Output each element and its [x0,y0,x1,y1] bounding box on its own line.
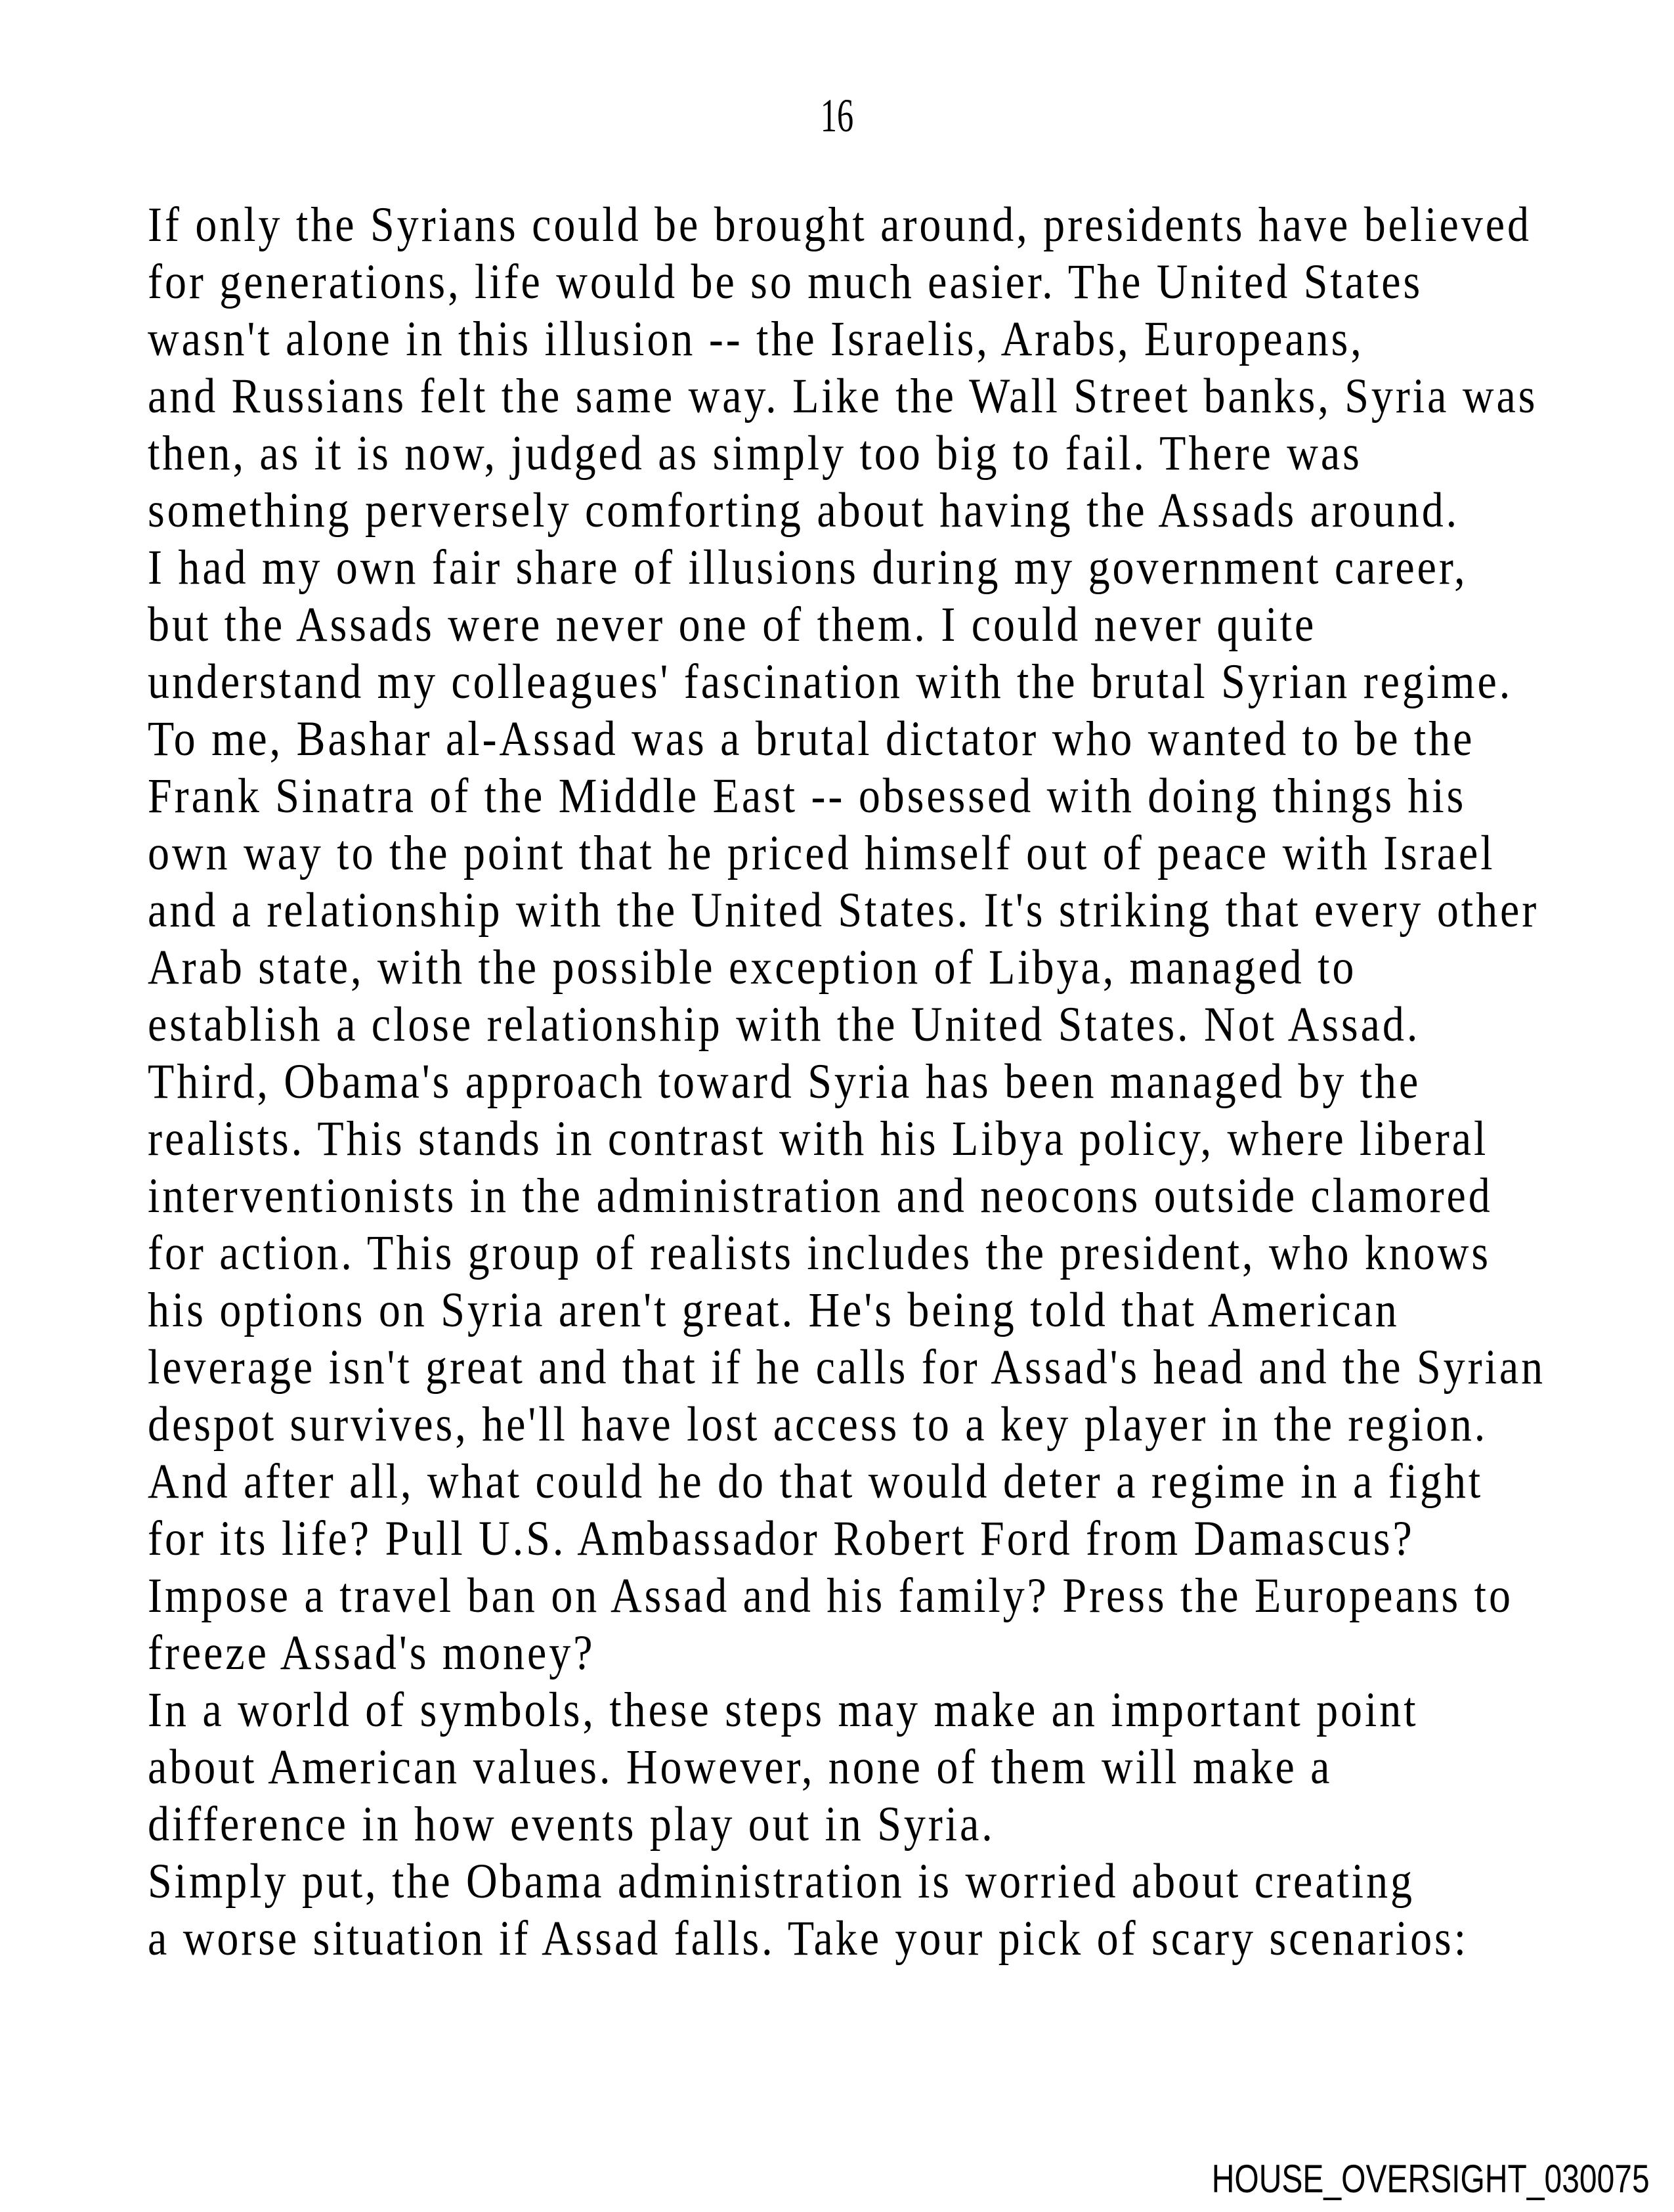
text-line: for generations, life would be so much easier. The United States [148,255,1423,309]
text-line: To me, Bashar al-Assad was a brutal dictator who wanted to be the [148,712,1475,766]
text-line: something perversely comforting about having the Assads around. [148,483,1460,538]
text-line: Frank Sinatra of the Middle East -- obsessed with doing things his [148,769,1467,823]
text-line: Simply put, the Obama administration is worried about creating [148,1854,1415,1909]
bates-stamp-text: HOUSE_OVERSIGHT_030075 [1212,2157,1650,2201]
text-line: difference in how events play out in Syria. [148,1797,995,1852]
text-line: I had my own fair share of illusions during my government career, [148,540,1468,595]
text-line: and Russians felt the same way. Like the Wall Street banks, Syria was [148,369,1538,423]
text-line: freeze Assad's money? [148,1626,595,1680]
text-line: Arab state, with the possible exception of Libya, managed to [148,940,1357,995]
text-line: If only the Syrians could be brought around, presidents have believed [148,198,1532,252]
text-line: despot survives, he'll have lost access to a key player in the region. [148,1397,1488,1452]
page-body [148,196,1546,1967]
text-line: Third, Obama's approach toward Syria has been managed by the [148,1054,1421,1109]
bates-stamp [1102,2159,1650,2199]
text-line: and a relationship with the United States. It's striking that every other [148,883,1539,938]
text-line: Impose a travel ban on Assad and his family? Press the Europeans to [148,1569,1513,1623]
text-line: leverage isn't great and that if he calls for Assad's head and the Syrian [148,1340,1546,1395]
text-line: wasn't alone in this illusion -- the Israelis, Arabs, Europeans, [148,312,1364,366]
text-line: establish a close relationship with the United States. Not Assad. [148,997,1421,1052]
text-line: his options on Syria aren't great. He's being told that American [148,1283,1400,1337]
page-number: 16 [820,89,854,142]
text-line: interventionists in the administration and neocons outside clamored [148,1169,1493,1223]
text-line: a worse situation if Assad falls. Take your pick of scary scenarios: [148,1911,1469,1966]
text-line: for its life? Pull U.S. Ambassador Robert Ford from Damascus? [148,1511,1415,1566]
text-line: In a world of symbols, these steps may make an important point [148,1683,1419,1737]
text-line: realists. This stands in contrast with his Libya policy, where liberal [148,1112,1489,1166]
text-line: own way to the point that he priced himself out of peace with Israel [148,826,1495,880]
text-line: about American values. However, none of them will make a [148,1740,1333,1794]
text-line: And after all, what could he do that would deter a regime in a fight [148,1454,1484,1509]
text-line: but the Assads were never one of them. I could never quite [148,597,1317,652]
text-line: understand my colleagues' fascination with the brutal Syrian regime. [148,655,1513,709]
text-line: then, as it is now, judged as simply too big to fail. There was [148,426,1362,481]
text-line: for action. This group of realists includes the president, who knows [148,1226,1492,1280]
page-number-row [0,89,1674,142]
